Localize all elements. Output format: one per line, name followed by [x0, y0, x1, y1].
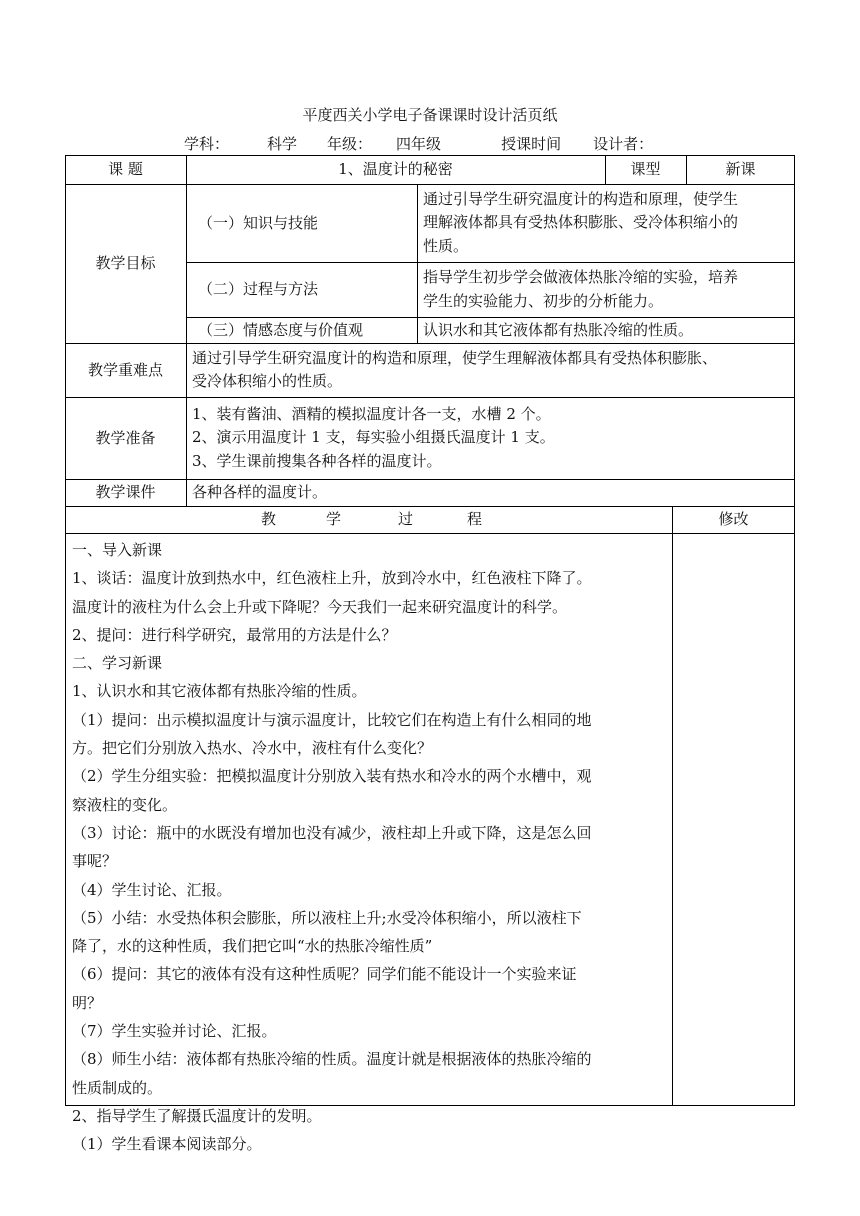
process-header-char: 学	[326, 510, 342, 528]
preparation-label: 教学准备	[95, 428, 156, 447]
goal-process-text	[417, 262, 795, 317]
time-label: 授课时间	[501, 135, 562, 153]
process-line: 2、指导学生了解摄氏温度计的发明。	[72, 1106, 322, 1125]
key-point-line: 通过引导学生研究温度计的构造和原理，使学生理解液体都具有受热体积膨胀、	[192, 348, 718, 367]
process-line: 1、谈话：温度计放到热水中，红色液柱上升，放到冷水中，红色液柱下降了。	[72, 569, 592, 588]
revise-column	[672, 533, 795, 1105]
preparation-line: 1、装有酱油、酒精的模拟温度计各一支，水槽 2 个。	[192, 404, 551, 423]
topic-label: 课 题	[108, 160, 143, 178]
process-header-char: 程	[467, 510, 483, 528]
key-point-line: 受冷体积缩小的性质。	[192, 372, 343, 390]
goal-knowledge-name: （一）知识与技能	[198, 213, 319, 232]
process-line: 事呢？	[72, 852, 118, 871]
goal-knowledge-text	[417, 184, 795, 262]
header-info-line	[184, 133, 653, 154]
goal-line: 学生的实验能力、初步的分析能力。	[423, 291, 664, 310]
page-title: 平度西关小学电子备课课时设计活页纸	[302, 106, 558, 124]
process-line: 一、导入新课	[72, 541, 163, 559]
topic-value: 1、温度计的秘密	[338, 160, 453, 178]
preparation-line: 3、学生课前搜集各种各样的温度计。	[192, 451, 442, 470]
goal-attitude-name: （三）情感态度与价值观	[198, 320, 364, 339]
goal-process-name: （二）过程与方法	[198, 280, 319, 298]
goal-line: 通过引导学生研究温度计的构造和原理，使学生	[423, 189, 739, 208]
designer-label: 设计者：	[593, 135, 654, 153]
courseware-value: 各种各样的温度计。	[192, 483, 328, 501]
process-line: （4）学生讨论、汇报。	[72, 880, 232, 899]
courseware-label: 教学课件	[95, 483, 156, 501]
grade-label: 年级：	[327, 135, 373, 153]
subject-value: 科学	[267, 135, 298, 153]
type-label: 课型	[630, 160, 661, 178]
preparation-text	[186, 397, 795, 479]
process-line: 降了，水的这种性质，我们把它叫“水的热胀冷缩性质”	[72, 937, 433, 956]
process-line: 2、提问：进行科学研究，最常用的方法是什么？	[72, 625, 397, 644]
process-line: 温度计的液柱为什么会上升或下降呢？今天我们一起来研究温度计的科学。	[72, 597, 568, 616]
process-line: （5）小结：水受热体积会膨胀，所以液柱上升;水受冷体积缩小，所以液柱下	[72, 908, 582, 927]
grade-value: 四年级	[396, 135, 442, 153]
process-line: 明？	[72, 993, 103, 1012]
revise-label: 修改	[718, 510, 749, 528]
preparation-line: 2、演示用温度计 1 支，每实验小组摄氏温度计 1 支。	[192, 428, 555, 447]
process-header-char: 过	[398, 510, 414, 528]
goal-line: 性质。	[423, 236, 469, 255]
process-line: （6）提问：其它的液体有没有这种性质呢？同学们能不能设计一个实验来证	[72, 965, 577, 984]
process-header-char: 教	[261, 510, 277, 528]
process-line: （8）师生小结：液体都有热胀冷缩的性质。温度计就是根据液体的热胀冷缩的	[72, 1050, 592, 1069]
goal-attitude-text: 认识水和其它液体都有热胀冷缩的性质。	[423, 320, 694, 339]
process-line: 1、认识水和其它液体都有热胀冷缩的性质。	[72, 682, 367, 701]
process-line: （2）学生分组实验：把模拟温度计分别放入装有热水和冷水的两个水槽中，观	[72, 767, 592, 786]
process-line: 性质制成的。	[72, 1078, 163, 1097]
key-points-label: 教学重难点	[87, 360, 163, 379]
process-line: （7）学生实验并讨论、汇报。	[72, 1022, 277, 1041]
goal-line: 理解液体都具有受热体积膨胀、受冷体积缩小的	[423, 213, 739, 232]
lesson-plan-table	[65, 155, 795, 1154]
process-line: （1）学生看课本阅读部分。	[72, 1135, 262, 1154]
process-line: 方。把它们分别放入热水、冷水中，液柱有什么变化？	[72, 739, 433, 758]
process-body	[65, 533, 672, 1154]
subject-label: 学科：	[184, 135, 230, 153]
process-line: 二、学习新课	[72, 654, 163, 673]
process-line: （1）提问：出示模拟温度计与演示温度计，比较它们在构造上有什么相同的地	[72, 710, 592, 729]
process-header	[65, 506, 672, 533]
goal-line: 指导学生初步学会做液体热胀冷缩的实验，培养	[423, 268, 739, 286]
type-value: 新课	[725, 160, 756, 178]
goals-label: 教学目标	[95, 254, 156, 272]
process-line: （3）讨论：瓶中的水既没有增加也没有减少，液柱却上升或下降，这是怎么回	[72, 823, 592, 842]
process-line: 察液柱的变化。	[72, 795, 178, 814]
key-points-text	[186, 343, 795, 397]
